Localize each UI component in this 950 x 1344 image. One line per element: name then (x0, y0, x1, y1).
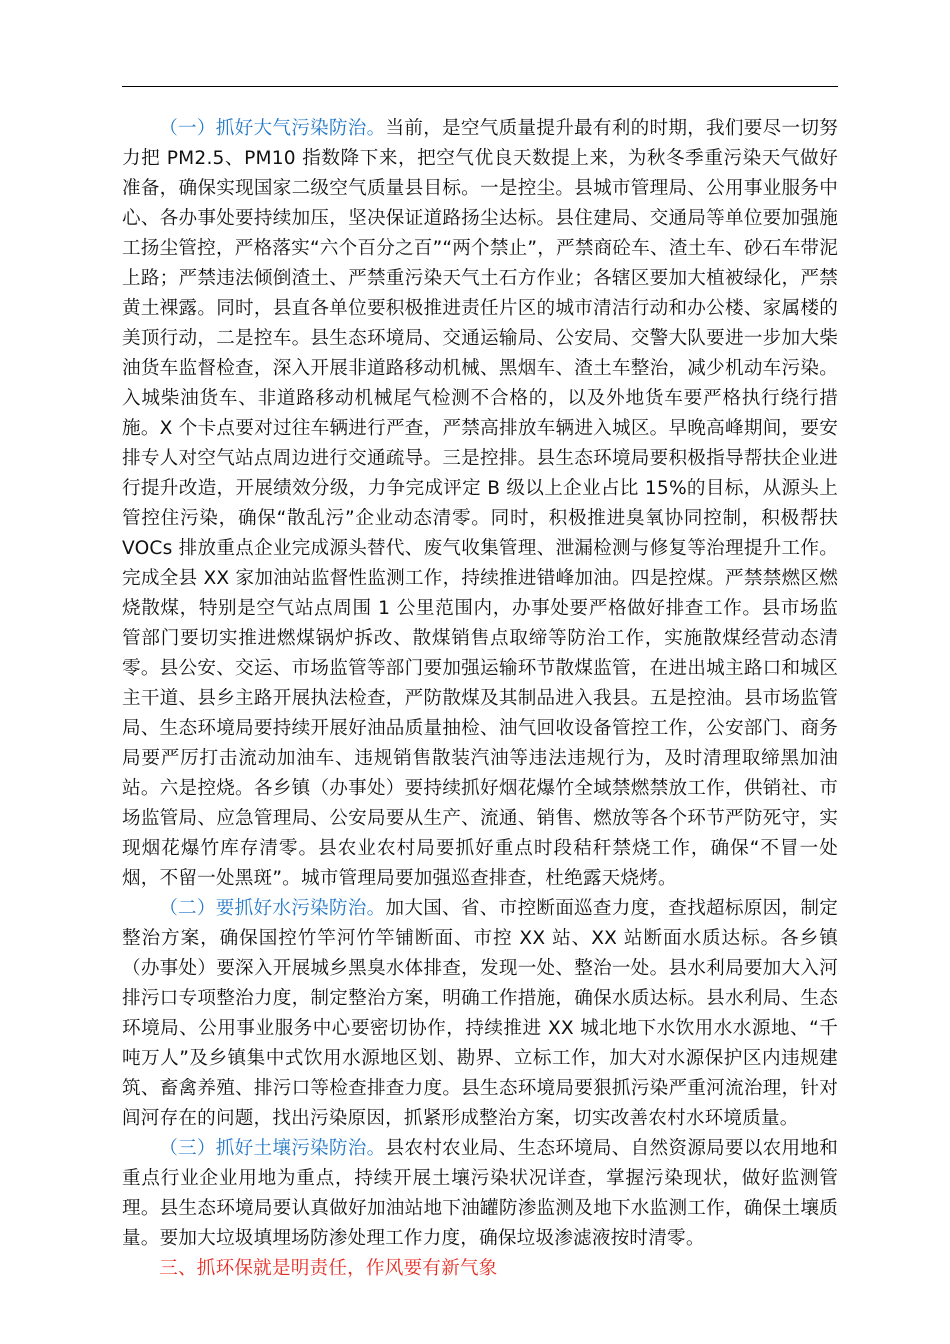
paragraph-air-pollution (122, 114, 838, 894)
paragraph-text: 当前，是空气质量提升最有利的时期，我们要尽一切努力把 PM2.5、PM10 指数降下来，把空气优良天数提上来，为秋冬季重污染天气做好准备，确保实现国家二级空气质量县目标。一是控尘。县城市管理局、公用事业服务中心、各办事处要持续加压，坚决保证道路扬尘达标。县住建局、交通局等单位要加强施工扬尘管控，严格落实“六个百分之百”“两个禁止”，严禁商砼车、渣土车、砂石车带泥上路；严禁违法倾倒渣土、严禁重污染天气土石方作业；各辖区要加大植被绿化，严禁黄土裸露。同时，县直各单位要积极推进责任片区的城市清洁行动和办公楼、家属楼的美顶行动，二是控车。县生态环境局、交通运输局、公安局、交警大队要进一步加大柴油货车监督检查，深入开展非道路移动机械、黑烟车、渣土车整治，减少机动车污染。入城柴油货车、非道路移动机械尾气检测不合格的，以及外地货车要严格执行绕行措施。X 个卡点要对过往车辆进行严查，严禁高排放车辆进入城区。早晚高峰期间，要安排专人对空气站点周边进行交通疏导。三是控排。县生态环境局要积极指导帮扶企业进行提升改造，开展绩效分级，力争完成评定 B 级以上企业占比 15%的目标，从源头上管控住污染，确保“散乱污”企业动态清零。同时，积极推进臭氧协同控制，积极帮扶 VOCs 排放重点企业完成源头替代、废气收集管理、泄漏检测与修复等治理提升工作。完成全县 XX 家加油站监督性监测工作，持续推进错峰加油。四是控煤。严禁禁燃区燃烧散煤，特别是空气站点周围 1 公里范围内，办事处要严格做好排查工作。县市场监管部门要切实推进燃煤锅炉拆改、散煤销售点取缔等防治工作，实施散煤经营动态清零。县公安、交运、市场监管等部门要加强运输环节散煤监管，在进出城主路口和城区主干道、县乡主路开展执法检查，严防散煤及其制品进入我县。五是控油。县市场监管局、生态环境局要持续开展好油品质量抽检、油气回收设备管控工作，公安部门、商务局要严厉打击流动加油车、违规销售散装汽油等违法违规行为，及时清理取缔黑加油站。六是控烧。各乡镇（办事处）要持续抓好烟花爆竹全域禁燃禁放工作，供销社、市场监管局、应急管理局、公安局要从生产、流通、销售、燃放等各个环节严防死守，实现烟花爆竹库存清零。县农业农村局要抓好重点时段秸秆禁烧工作，确保“不冒一处烟，不留一处黑斑”。城市管理局要加强巡查排查，杜绝露天烧烤。 (122, 118, 838, 889)
subheading-soil-pollution: （三）抓好土壤污染防治。 (159, 1138, 386, 1159)
paragraph-text: 县农村农业局、生态环境局、自然资源局要以农用地和重点行业企业用地为重点，持续开展土壤污染状况详查，掌握污染现状，做好监测管理。县生态环境局要认真做好加油站地下油罐防渗监测及地下水监测工作，确保土壤质量。要加大垃圾填埋场防渗处理工作力度，确保垃圾渗滤液按时清零。 (122, 1138, 838, 1249)
header-rule (122, 86, 838, 87)
section-heading-three: 三、抓环保就是明责任，作风要有新气象 (159, 1258, 498, 1279)
document-body (122, 114, 838, 1284)
paragraph-water-pollution (122, 894, 838, 1134)
paragraph-soil-pollution (122, 1134, 838, 1254)
subheading-water-pollution: （二）要抓好水污染防治。 (159, 898, 386, 919)
subheading-air-pollution: （一）抓好大气污染防治。 (159, 118, 386, 139)
paragraph-text: 加大国、省、市控断面巡查力度，查找超标原因，制定整治方案，确保国控竹竿河竹竿铺断面、市控 XX 站、XX 站断面水质达标。各乡镇（办事处）要深入开展城乡黑臭水体排查，发现一处、整治一处。县水利局要加大入河排污口专项整治力度，制定整治方案，明确工作措施，确保水质达标。县水利局、生态环境局、公用事业服务中心要密切协作，持续推进 XX 城北地下水饮用水水源地、“千吨万人”及乡镇集中式饮用水源地区划、勘界、立标工作，加大对水源保护区内违规建筑、畜禽养殖、排污口等检查排查力度。县生态环境局要狠抓污染严重河流治理，针对闾河存在的问题，找出污染原因，抓紧形成整治方案，切实改善农村水环境质量。 (122, 898, 838, 1129)
